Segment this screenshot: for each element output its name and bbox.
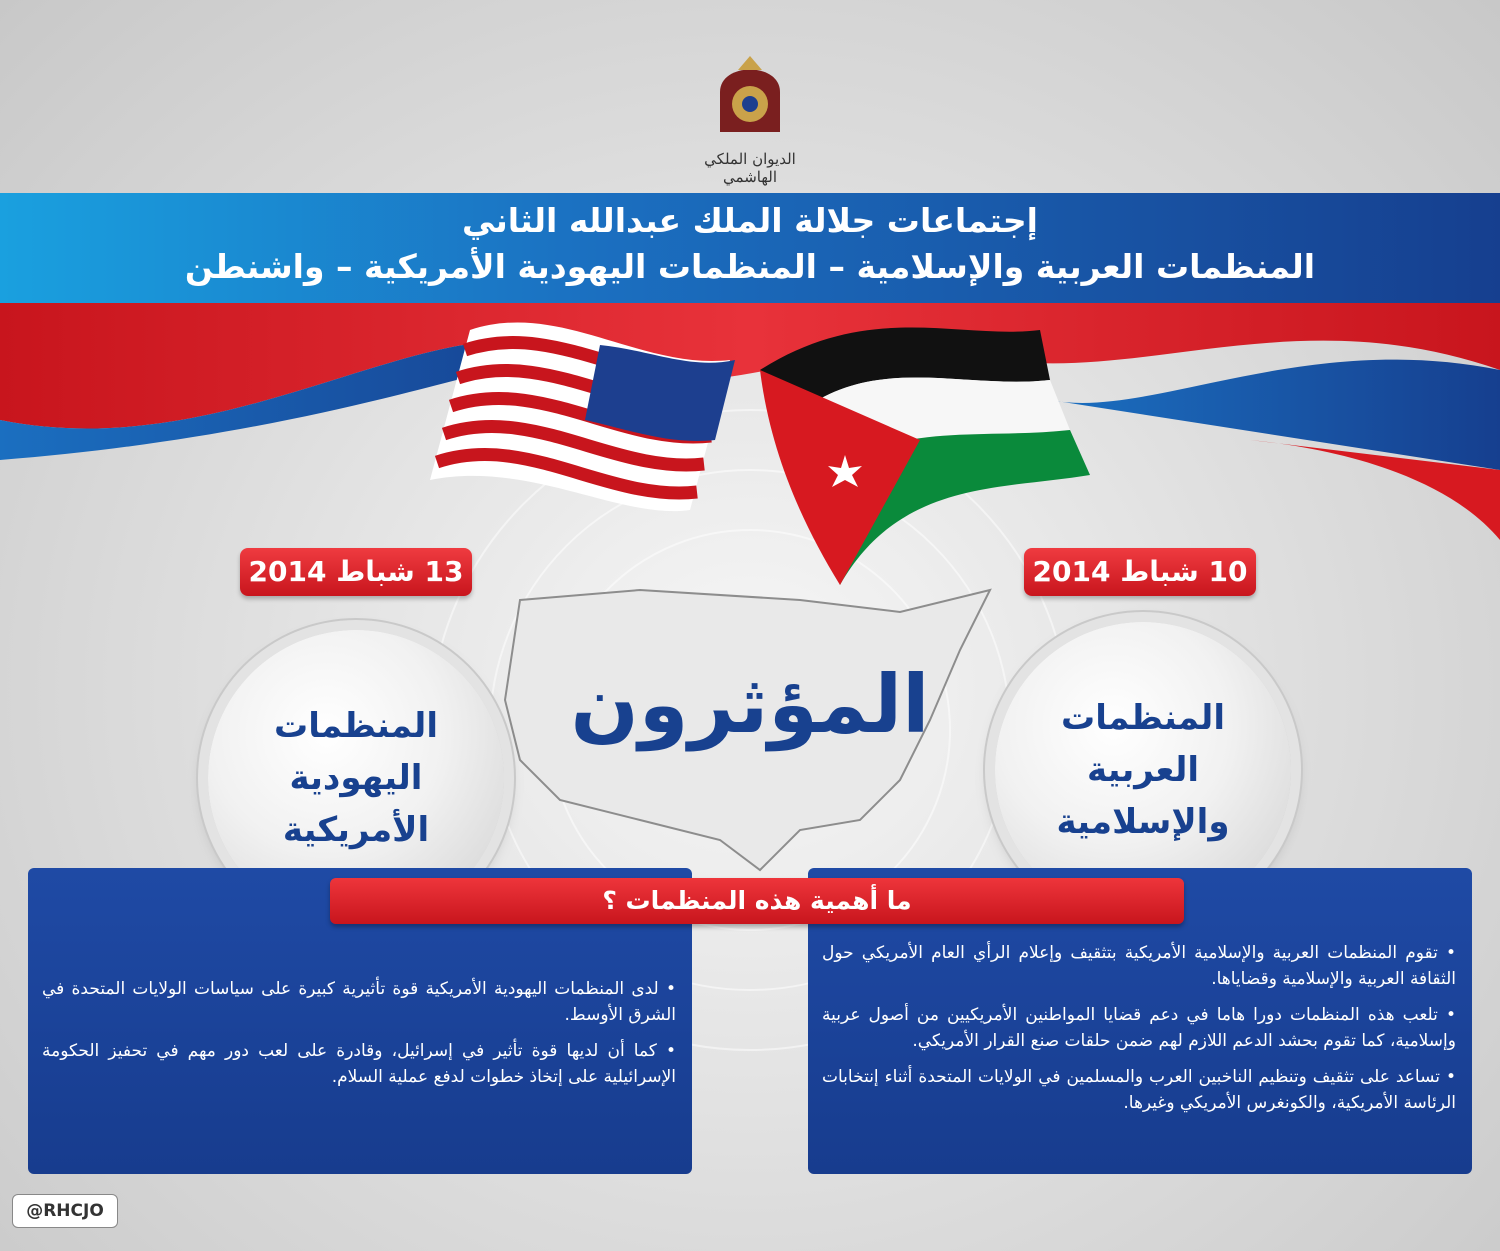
date-badge-left: 13 شباط 2014: [240, 548, 472, 596]
page-subtitle: المنظمات العربية والإسلامية – المنظمات اليهودية الأمريكية – واشنطن: [184, 247, 1316, 286]
circle-left-line-1: المنظمات: [274, 706, 438, 746]
right-bullet-2: • تلعب هذه المنظمات دورا هاما في دعم قضايا المواطنين الأمريكيين من أصول عربية وإسلامية، كما تقوم بحشد الدعم اللازم لهم ضمن حلقات صنع القرار الأمريكي.: [822, 1002, 1456, 1054]
influencers-heading: المؤثرون: [570, 658, 930, 751]
social-handle: @RHCJO: [12, 1194, 118, 1228]
right-bullet-1: • تقوم المنظمات العربية والإسلامية الأمريكية بتثقيف وإعلام الرأي العام الأمريكي حول الثقافة العربية والإسلامية وقضاياها.: [822, 940, 1456, 992]
jordan-flag-icon: [760, 328, 1090, 586]
title-banner: [0, 193, 1500, 303]
coat-of-arms-icon: [710, 52, 790, 142]
circle-right-line-2: العربية: [1086, 750, 1200, 790]
right-bullet-3: • تساعد على تثقيف وتنظيم الناخبين العرب والمسلمين في الولايات المتحدة أثناء إنتخابات الرئاسة الأمريكية، والكونغرس الأمريكي وغيرها.: [822, 1064, 1456, 1116]
logo-caption: الديوان الملكي الهاشمي: [704, 150, 796, 186]
circle-right-line-1: المنظمات: [1061, 698, 1225, 738]
circle-left-line-3: الأمريكية: [282, 810, 430, 850]
left-bullet-2: • كما أن لديها قوة تأثير في إسرائيل، وقادرة على لعب دور مهم في تحفيز الحكومة الإسرائيلية على إتخاذ خطوات لدفع عملية السلام.: [42, 1038, 676, 1090]
page-title: إجتماعات جلالة الملك عبدالله الثاني: [461, 201, 1038, 240]
importance-question-bar: ما أهمية هذه المنظمات ؟: [330, 878, 1184, 924]
royal-court-logo: [690, 52, 810, 186]
circle-left-line-2: اليهودية: [289, 758, 423, 798]
date-badge-right: 10 شباط 2014: [1024, 548, 1256, 596]
circle-right-line-3: والإسلامية: [1056, 802, 1230, 842]
left-bullet-1: • لدى المنظمات اليهودية الأمريكية قوة تأثيرية كبيرة على سياسات الولايات المتحدة في الشرق الأوسط.: [42, 976, 676, 1028]
